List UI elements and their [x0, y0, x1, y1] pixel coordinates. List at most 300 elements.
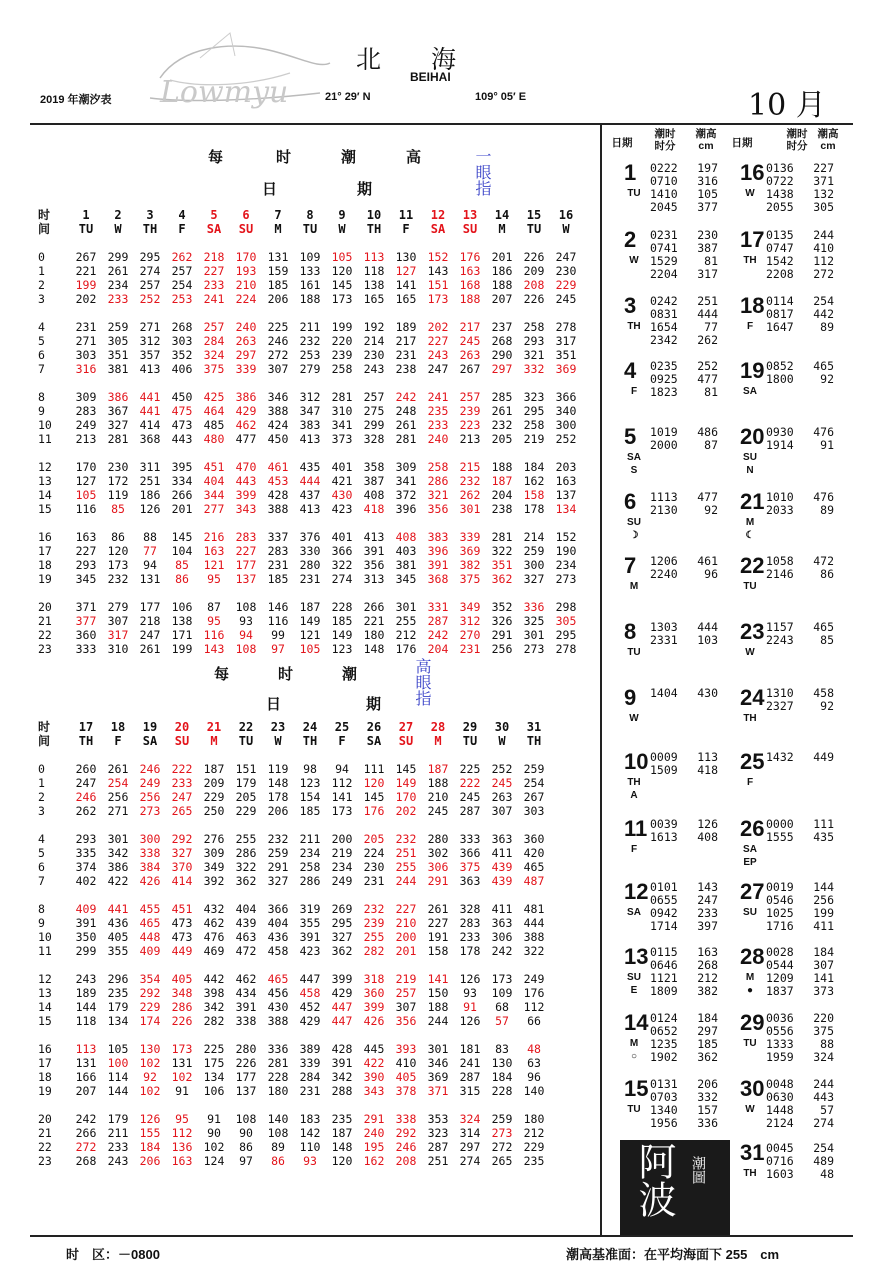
tide-height-cell: 444 [523, 916, 545, 930]
tide-height-cell: 280 [235, 1042, 257, 1056]
tide-height-cell: 282 [363, 944, 385, 958]
tide-height-cell: 163 [459, 264, 481, 278]
tide-height-cell: 163 [203, 544, 225, 558]
tide-height-cell: 246 [75, 790, 97, 804]
title-char: 潮 [342, 666, 358, 683]
tide-height-cell: 418 [363, 502, 385, 516]
tide-times: 1058 2146 [766, 554, 794, 581]
tide-height-cell: 286 [235, 846, 257, 860]
tide-height-cell: 204 [491, 488, 513, 502]
weekday-label: TH [743, 255, 757, 266]
tide-height-cell: 281 [267, 1056, 289, 1070]
tide-height-cell: 144 [75, 1000, 97, 1014]
tide-height-cell: 221 [75, 264, 97, 278]
tide-height-cell: 339 [299, 1056, 321, 1070]
hour-label: 7 [38, 362, 45, 376]
tide-height-cell: 404 [267, 916, 289, 930]
tide-height-cell: 57 [495, 1014, 509, 1028]
tide-height-cell: 108 [235, 642, 257, 656]
tide-height-cell: 190 [555, 544, 577, 558]
tide-height-cell: 360 [75, 628, 97, 642]
tide-height-cell: 350 [75, 930, 97, 944]
moon-phase-mark: A [630, 790, 638, 801]
tide-height-cell: 114 [107, 1070, 129, 1084]
tide-height-cell: 116 [75, 502, 97, 516]
month-label: 10 月 [748, 88, 826, 123]
tide-height-cell: 301 [523, 628, 545, 642]
tide-height-cell: 357 [139, 348, 161, 362]
table-row [38, 334, 582, 348]
tide-height-cell: 448 [139, 930, 161, 944]
tide-height-cell: 462 [235, 418, 257, 432]
tide-height-cell: 93 [239, 614, 253, 628]
tide-height-cell: 278 [555, 320, 577, 334]
hour-label: 8 [38, 390, 45, 404]
tide-height-cell: 286 [171, 1000, 193, 1014]
weekday-label: F [630, 844, 638, 855]
right-table-header: 日期 [611, 137, 633, 149]
tide-height-cell: 445 [363, 1042, 385, 1056]
tide-height-cell: 213 [459, 432, 481, 446]
tide-height-cell: 206 [267, 804, 289, 818]
hour-label: 1 [38, 776, 45, 790]
tide-height-cell: 321 [523, 348, 545, 362]
tide-heights: 111 435 [813, 817, 834, 844]
tide-height-cell: 226 [523, 292, 545, 306]
tide-height-cell: 472 [235, 944, 257, 958]
table-row [38, 432, 582, 446]
tide-height-cell: 409 [139, 944, 161, 958]
weekday-header: M [434, 734, 442, 748]
hour-label: 14 [38, 488, 52, 502]
weekday-label: TU [627, 1104, 641, 1115]
weekday-header: F [178, 222, 186, 236]
tide-height-cell: 227 [395, 902, 417, 916]
tide-height-cell: 469 [203, 944, 225, 958]
tide-height-cell: 390 [363, 1070, 385, 1084]
tide-height-cell: 142 [299, 1126, 321, 1140]
hour-label: 22 [38, 628, 52, 642]
tide-height-cell: 352 [491, 600, 513, 614]
tide-height-cell: 126 [139, 502, 161, 516]
tide-height-cell: 253 [171, 292, 193, 306]
hour-label: 16 [38, 530, 52, 544]
tide-height-cell: 231 [267, 558, 289, 572]
tide-height-cell: 257 [395, 986, 417, 1000]
tide-height-cell: 345 [395, 572, 417, 586]
tide-height-cell: 137 [235, 1084, 257, 1098]
tide-height-cell: 185 [267, 278, 289, 292]
table-row [38, 488, 582, 502]
tide-height-cell: 327 [171, 846, 193, 860]
tide-height-cell: 131 [139, 572, 161, 586]
table-row [38, 530, 582, 544]
tide-height-cell: 179 [107, 1112, 129, 1126]
tide-height-cell: 266 [171, 488, 193, 502]
tide-height-cell: 232 [299, 334, 321, 348]
tide-times: 0028 0544 1209 1837 [766, 945, 794, 998]
tide-height-cell: 242 [491, 944, 513, 958]
tide-height-cell: 287 [459, 1070, 481, 1084]
table-row [38, 544, 582, 558]
tide-height-cell: 228 [267, 1070, 289, 1084]
table-row [38, 972, 550, 986]
tide-height-cell: 225 [203, 1042, 225, 1056]
tide-height-cell: 441 [139, 404, 161, 418]
tide-height-cell: 134 [203, 1070, 225, 1084]
tide-height-cell: 353 [427, 1112, 449, 1126]
hour-label: 10 [38, 930, 52, 944]
tide-height-cell: 255 [395, 860, 417, 874]
hour-label: 13 [38, 986, 52, 1000]
tide-height-cell: 455 [139, 902, 161, 916]
tide-height-cell: 307 [267, 362, 289, 376]
tide-height-cell: 398 [203, 986, 225, 1000]
tide-height-cell: 229 [235, 804, 257, 818]
tide-height-cell: 257 [203, 320, 225, 334]
tide-height-cell: 209 [203, 776, 225, 790]
tide-height-cell: 447 [331, 1014, 353, 1028]
table-row [38, 348, 582, 362]
day-number: 17 [740, 227, 765, 252]
tide-height-cell: 301 [427, 1042, 449, 1056]
day-header: 15 [526, 208, 542, 222]
tide-height-cell: 312 [299, 390, 321, 404]
weekday-header: TH [526, 734, 542, 748]
tide-height-cell: 447 [299, 972, 321, 986]
tide-height-cell: 300 [139, 832, 161, 846]
tide-height-cell: 239 [459, 404, 481, 418]
tide-height-cell: 179 [107, 1000, 129, 1014]
day-header: 17 [78, 720, 94, 734]
tide-height-cell: 287 [459, 804, 481, 818]
tide-height-cell: 208 [395, 1154, 417, 1168]
tide-height-cell: 342 [331, 1070, 353, 1084]
tide-height-cell: 230 [555, 264, 577, 278]
tide-times: 0231 0741 1529 2204 [650, 228, 678, 281]
tide-height-cell: 219 [523, 432, 545, 446]
tide-height-cell: 310 [107, 642, 129, 656]
tide-height-cell: 181 [459, 1042, 481, 1056]
tide-height-cell: 118 [75, 1014, 97, 1028]
tide-height-cell: 476 [203, 930, 225, 944]
hour-label: 2 [38, 790, 45, 804]
tide-height-cell: 351 [491, 558, 513, 572]
tide-height-cell: 352 [171, 348, 193, 362]
hour-label: 9 [38, 404, 45, 418]
tide-height-cell: 258 [299, 860, 321, 874]
tide-height-cell: 347 [299, 404, 321, 418]
day-number: 28 [740, 944, 765, 969]
tide-height-cell: 241 [427, 390, 449, 404]
weekday-label: SU [627, 517, 641, 528]
tide-height-cell: 130 [491, 1056, 513, 1070]
weekday-header: F [402, 222, 410, 236]
tide-height-cell: 149 [331, 628, 353, 642]
tide-height-cell: 188 [299, 292, 321, 306]
tide-height-cell: 202 [427, 320, 449, 334]
tide-height-cell: 339 [459, 530, 481, 544]
tide-height-cell: 149 [395, 776, 417, 790]
hour-label: 17 [38, 544, 52, 558]
tide-height-cell: 317 [107, 628, 129, 642]
time-header: 时 [38, 208, 51, 222]
tide-height-cell: 187 [427, 762, 449, 776]
weekday-header: SU [398, 734, 414, 748]
table-row [38, 1154, 550, 1168]
tide-height-cell: 162 [363, 1154, 385, 1168]
table-row [38, 1014, 550, 1028]
tide-height-cell: 116 [203, 628, 225, 642]
tide-height-cell: 155 [139, 1126, 161, 1140]
tide-height-cell: 184 [139, 1140, 161, 1154]
tide-height-cell: 319 [299, 902, 321, 916]
tide-height-cell: 208 [523, 278, 545, 292]
tide-height-cell: 201 [395, 944, 417, 958]
tide-height-cell: 273 [139, 804, 161, 818]
tide-height-cell: 386 [107, 390, 129, 404]
tide-height-cell: 375 [459, 572, 481, 586]
tide-height-cell: 226 [523, 250, 545, 264]
table-row [38, 600, 582, 614]
tide-height-cell: 92 [143, 1070, 157, 1084]
weekday-label: F [746, 321, 754, 332]
tide-height-cell: 299 [107, 250, 129, 264]
tide-height-cell: 257 [363, 390, 385, 404]
day-number: 15 [624, 1076, 649, 1101]
tide-height-cell: 391 [75, 916, 97, 930]
weekday-header: SU [174, 734, 190, 748]
tide-height-cell: 145 [395, 762, 417, 776]
table-row [38, 790, 550, 804]
tide-height-cell: 215 [459, 460, 481, 474]
abo-stamp [620, 1140, 730, 1236]
tide-height-cell: 127 [75, 474, 97, 488]
tide-height-cell: 475 [171, 404, 193, 418]
tide-height-cell: 355 [107, 944, 129, 958]
tide-heights: 197 316 105 377 [697, 161, 718, 214]
tide-height-cell: 120 [363, 776, 385, 790]
day-header: 5 [210, 208, 218, 222]
tide-height-cell: 255 [363, 930, 385, 944]
tide-height-cell: 233 [107, 1140, 129, 1154]
day-number: 10 [624, 749, 649, 774]
tide-height-cell: 173 [331, 804, 353, 818]
tide-height-cell: 268 [171, 320, 193, 334]
tide-height-cell: 257 [139, 278, 161, 292]
day-header: 23 [270, 720, 286, 734]
hour-label: 21 [38, 1126, 52, 1140]
tide-height-cell: 384 [139, 860, 161, 874]
hour-label: 19 [38, 572, 52, 586]
tide-height-cell: 295 [555, 628, 577, 642]
tide-height-cell: 375 [459, 860, 481, 874]
tide-height-cell: 148 [267, 776, 289, 790]
tide-height-cell: 233 [171, 776, 193, 790]
tide-height-cell: 411 [491, 846, 513, 860]
weekday-label: F [746, 777, 754, 788]
tide-height-cell: 414 [139, 418, 161, 432]
tide-height-cell: 123 [331, 642, 353, 656]
tide-height-cell: 283 [235, 530, 257, 544]
tide-height-cell: 188 [491, 278, 513, 292]
day-number: 11 [624, 816, 648, 841]
weekday-label: F [630, 386, 638, 397]
moon-phase-mark: ○ [630, 1051, 638, 1062]
tide-height-cell: 360 [523, 832, 545, 846]
tide-height-cell: 434 [235, 986, 257, 1000]
tide-height-cell: 200 [395, 930, 417, 944]
tide-height-cell: 219 [331, 846, 353, 860]
tide-height-cell: 430 [331, 488, 353, 502]
tide-height-cell: 303 [523, 804, 545, 818]
tide-height-cell: 222 [171, 762, 193, 776]
tide-height-cell: 199 [75, 278, 97, 292]
tide-height-cell: 322 [331, 558, 353, 572]
tide-times: 0019 0546 1025 1716 [766, 880, 794, 933]
tide-height-cell: 145 [363, 790, 385, 804]
tide-height-cell: 356 [363, 558, 385, 572]
day-header: 14 [494, 208, 510, 222]
tide-height-cell: 112 [171, 1126, 193, 1140]
tide-height-cell: 341 [331, 418, 353, 432]
tide-height-cell: 131 [75, 1056, 97, 1070]
tide-height-cell: 406 [171, 362, 193, 376]
tide-height-cell: 109 [491, 986, 513, 1000]
tide-height-cell: 429 [331, 986, 353, 1000]
hour-label: 11 [38, 944, 52, 958]
right-table-header: 潮高 cm [695, 128, 717, 152]
tide-height-cell: 258 [427, 460, 449, 474]
tide-height-cell: 409 [75, 902, 97, 916]
tide-height-cell: 178 [523, 502, 545, 516]
tide-height-cell: 404 [203, 474, 225, 488]
tide-heights: 220 375 88 324 [813, 1011, 834, 1064]
tide-height-cell: 201 [171, 502, 193, 516]
tide-height-cell: 219 [395, 972, 417, 986]
tide-height-cell: 188 [427, 1000, 449, 1014]
weekday-label: W [745, 647, 755, 658]
weekday-header: W [338, 222, 346, 236]
weekday-header: SU [238, 222, 254, 236]
tide-height-cell: 281 [107, 432, 129, 446]
tide-height-cell: 321 [427, 488, 449, 502]
tide-height-cell: 328 [459, 902, 481, 916]
tide-times: 0036 0556 1333 1959 [766, 1011, 794, 1064]
hour-label: 0 [38, 250, 45, 264]
tide-height-cell: 112 [331, 776, 353, 790]
tide-height-cell: 91 [175, 1084, 189, 1098]
subtitle-char: 期 [357, 181, 373, 198]
hour-label: 11 [38, 432, 52, 446]
tide-height-cell: 242 [427, 628, 449, 642]
tide-height-cell: 268 [491, 334, 513, 348]
tide-height-cell: 485 [203, 418, 225, 432]
tide-height-cell: 323 [427, 1126, 449, 1140]
tide-height-cell: 295 [331, 916, 353, 930]
tide-height-cell: 229 [203, 790, 225, 804]
tide-height-cell: 391 [235, 1000, 257, 1014]
tide-height-cell: 185 [267, 572, 289, 586]
table-row [38, 1126, 550, 1140]
tide-height-cell: 274 [331, 572, 353, 586]
tide-height-cell: 126 [459, 972, 481, 986]
tide-height-cell: 90 [239, 1126, 253, 1140]
tide-height-cell: 158 [523, 488, 545, 502]
tide-height-cell: 349 [459, 600, 481, 614]
day-header: 7 [274, 208, 282, 222]
tide-height-cell: 318 [363, 972, 385, 986]
tide-height-cell: 188 [459, 292, 481, 306]
tide-height-cell: 259 [267, 846, 289, 860]
day-header: 6 [242, 208, 250, 222]
tide-height-cell: 256 [491, 642, 513, 656]
tide-height-cell: 265 [171, 804, 193, 818]
tide-height-cell: 259 [491, 1112, 513, 1126]
tide-height-cell: 209 [523, 264, 545, 278]
weekday-header: W [562, 222, 570, 236]
tide-height-cell: 141 [331, 790, 353, 804]
tide-heights: 126 408 [697, 817, 718, 844]
tide-height-cell: 191 [427, 930, 449, 944]
tide-height-cell: 229 [139, 1000, 161, 1014]
longitude: 109° 05′ E [475, 91, 527, 103]
tide-height-cell: 261 [107, 264, 129, 278]
tide-height-cell: 136 [171, 1140, 193, 1154]
subtitle-char: 期 [366, 696, 382, 713]
tide-height-cell: 473 [171, 916, 193, 930]
tide-height-cell: 281 [491, 530, 513, 544]
tide-height-cell: 130 [395, 250, 417, 264]
tide-height-cell: 140 [523, 1084, 545, 1098]
tide-height-cell: 217 [395, 334, 417, 348]
weekday-label: TH [627, 777, 641, 788]
tide-height-cell: 254 [171, 278, 193, 292]
weekday-label: SU [743, 907, 757, 918]
tide-height-cell: 389 [299, 1042, 321, 1056]
tide-height-cell: 105 [107, 1042, 129, 1056]
tide-height-cell: 151 [235, 762, 257, 776]
tide-height-cell: 242 [75, 1112, 97, 1126]
weekday-header: TU [526, 222, 542, 236]
year-label: 2019 年潮汐表 [40, 94, 112, 106]
tide-height-cell: 396 [395, 502, 417, 516]
tide-height-cell: 284 [203, 334, 225, 348]
day-number: 23 [740, 619, 765, 644]
tide-height-cell: 267 [459, 362, 481, 376]
tide-height-cell: 187 [331, 1126, 353, 1140]
tide-height-cell: 368 [427, 572, 449, 586]
tide-height-cell: 292 [395, 1126, 417, 1140]
weekday-label: TU [627, 647, 641, 658]
tide-height-cell: 432 [203, 902, 225, 916]
moon-phase-mark: EP [743, 857, 757, 868]
tide-height-cell: 281 [331, 390, 353, 404]
tide-height-cell: 211 [299, 832, 321, 846]
tide-height-cell: 227 [235, 544, 257, 558]
tide-height-cell: 262 [459, 488, 481, 502]
tide-height-cell: 290 [491, 348, 513, 362]
tide-height-cell: 48 [527, 1042, 541, 1056]
day-header: 24 [302, 720, 318, 734]
hour-label: 3 [38, 804, 45, 818]
tide-height-cell: 426 [363, 1014, 385, 1028]
hourly-table-part2 [38, 720, 550, 1168]
tide-height-cell: 243 [75, 972, 97, 986]
tide-height-cell: 388 [267, 502, 289, 516]
tide-height-cell: 277 [203, 502, 225, 516]
tide-height-cell: 120 [107, 544, 129, 558]
